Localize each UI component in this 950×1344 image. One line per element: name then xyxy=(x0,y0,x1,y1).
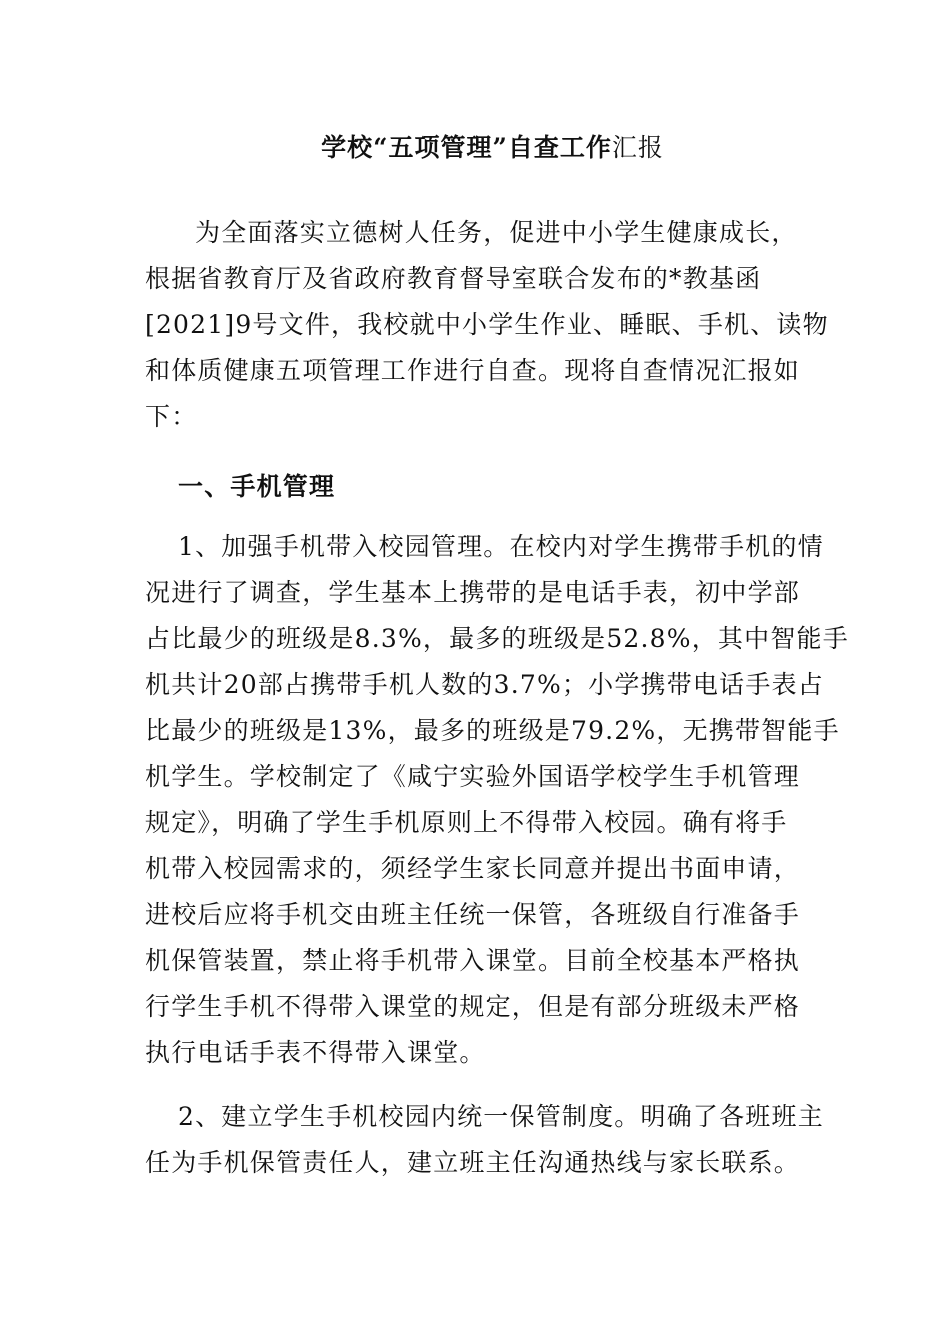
title-bold-part: 学校“五项管理”自查工作 xyxy=(321,133,612,162)
intro-line: 为全面落实立德树人任务，促进中小学生健康成长， xyxy=(195,218,798,247)
paragraph-line: 1、加强手机带入校园管理。在校内对学生携带手机的情 xyxy=(178,532,824,561)
paragraph-line: 进校后应将手机交由班主任统一保管，各班级自行准备手 xyxy=(145,900,801,929)
paragraph-line: 比最少的班级是13%，最多的班级是79.2%，无携带智能手 xyxy=(145,716,840,745)
intro-line: 和体质健康五项管理工作进行自查。现将自查情况汇报如 xyxy=(145,356,801,385)
document-title xyxy=(0,128,950,164)
paragraph-line: 机共计20部占携带手机人数的3.7%；小学携带电话手表占 xyxy=(145,670,824,699)
spacer xyxy=(145,510,810,524)
paragraph-line: 执行电话手表不得带入课堂。 xyxy=(145,1038,486,1067)
paragraph-line: 规定》，明确了学生手机原则上不得带入校园。确有将手 xyxy=(145,808,788,837)
document-body xyxy=(145,210,849,1186)
paragraph-line: 2、建立学生手机校园内统一保管制度。明确了各班班主 xyxy=(178,1102,824,1131)
paragraph-line: 机带入校园需求的，须经学生家长同意并提出书面申请， xyxy=(145,854,801,883)
intro-line: 根据省教育厅及省政府教育督导室联合发布的*教基函 xyxy=(145,264,762,293)
paragraph-line: 机保管装置，禁止将手机带入课堂。目前全校基本严格执 xyxy=(145,946,801,975)
paragraph-line: 行学生手机不得带入课堂的规定，但是有部分班级未严格 xyxy=(145,992,801,1021)
paragraph-line: 任为手机保管责任人，建立班主任沟通热线与家长联系。 xyxy=(145,1148,801,1177)
intro-line: [2021]9号文件，我校就中小学生作业、睡眠、手机、读物 xyxy=(145,310,829,339)
paragraph-line: 况进行了调查，学生基本上携带的是电话手表，初中学部 xyxy=(145,578,801,607)
paragraph-line: 占比最少的班级是8.3%，最多的班级是52.8%，其中智能手 xyxy=(145,624,849,653)
paragraph-line: 机学生。学校制定了《咸宁实验外国语学校学生手机管理 xyxy=(145,762,801,791)
spacer xyxy=(145,440,810,464)
title-normal-part: 汇报 xyxy=(611,133,664,162)
spacer xyxy=(145,1076,810,1094)
intro-line: 下： xyxy=(145,402,198,431)
section-heading-phone: 一、手机管理 xyxy=(178,472,336,501)
